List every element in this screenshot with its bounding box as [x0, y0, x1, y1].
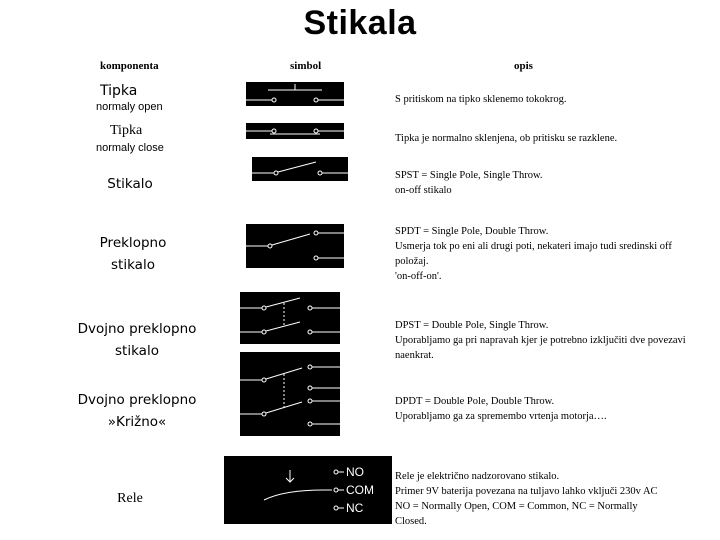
description-switch: SPST = Single Pole, Single Throw. on-off stikalo: [395, 170, 543, 196]
column-header-component: komponenta: [100, 60, 159, 72]
component-name-push-button-nc: Tipka: [110, 123, 143, 138]
description-push-button-no: S pritiskom na tipko sklenemo tokokrog.: [395, 94, 567, 105]
push-button-nc-symbol: [246, 123, 344, 139]
dpdt-switch-symbol: [240, 352, 340, 436]
relay-symbol: [224, 456, 392, 524]
component-name-cross-switch: Dvojno preklopno »Križno«: [77, 392, 197, 430]
description-cross-switch: DPDT = Double Pole, Double Throw. Uporabljamo ga za spremembo vrtenja motorja….: [395, 396, 607, 422]
column-header-description: opis: [514, 60, 533, 72]
component-name-changeover-switch: Preklopno stikalo: [99, 235, 167, 273]
page-title: Stikala: [303, 4, 417, 42]
spdt-switch-symbol: [246, 224, 344, 268]
description-push-button-nc: Tipka je normalno sklenjena, ob pritisku se razklene.: [395, 133, 618, 144]
spst-switch-symbol: [252, 157, 348, 181]
component-subname-no: normaly open: [96, 101, 163, 113]
component-name-relay: Rele: [117, 491, 143, 506]
description-double-switch: DPST = Double Pole, Single Throw. Uporabljamo ga pri napravah kjer je potrebno izključiti dve povezavi naenkrat.: [395, 320, 686, 361]
component-name-double-switch: Dvojno preklopno stikalo: [77, 321, 197, 359]
relay-label-com: COM: [346, 483, 374, 497]
component-name-switch: Stikalo: [107, 176, 153, 192]
relay-label-nc: NC: [346, 501, 364, 515]
push-button-no-symbol: [246, 82, 344, 106]
component-subname-nc: normaly close: [96, 142, 164, 154]
dpst-switch-symbol: [240, 292, 340, 344]
component-name-push-button-no: Tipka: [100, 83, 138, 99]
column-header-symbol: simbol: [290, 60, 322, 72]
description-relay: Rele je električno nadzorovano stikalo. Primer 9V baterija povezana na tuljavo lahko vključi 230v AC NO = Normally Open, COM = Common, NC = Normally Closed.: [395, 471, 658, 527]
relay-label-no: NO: [346, 465, 364, 479]
description-changeover-switch: SPDT = Single Pole, Double Throw. Usmerja tok po eni ali drugi poti, nekateri imajo tudi sredinski off položaj. 'on-off-on'.: [395, 226, 672, 282]
